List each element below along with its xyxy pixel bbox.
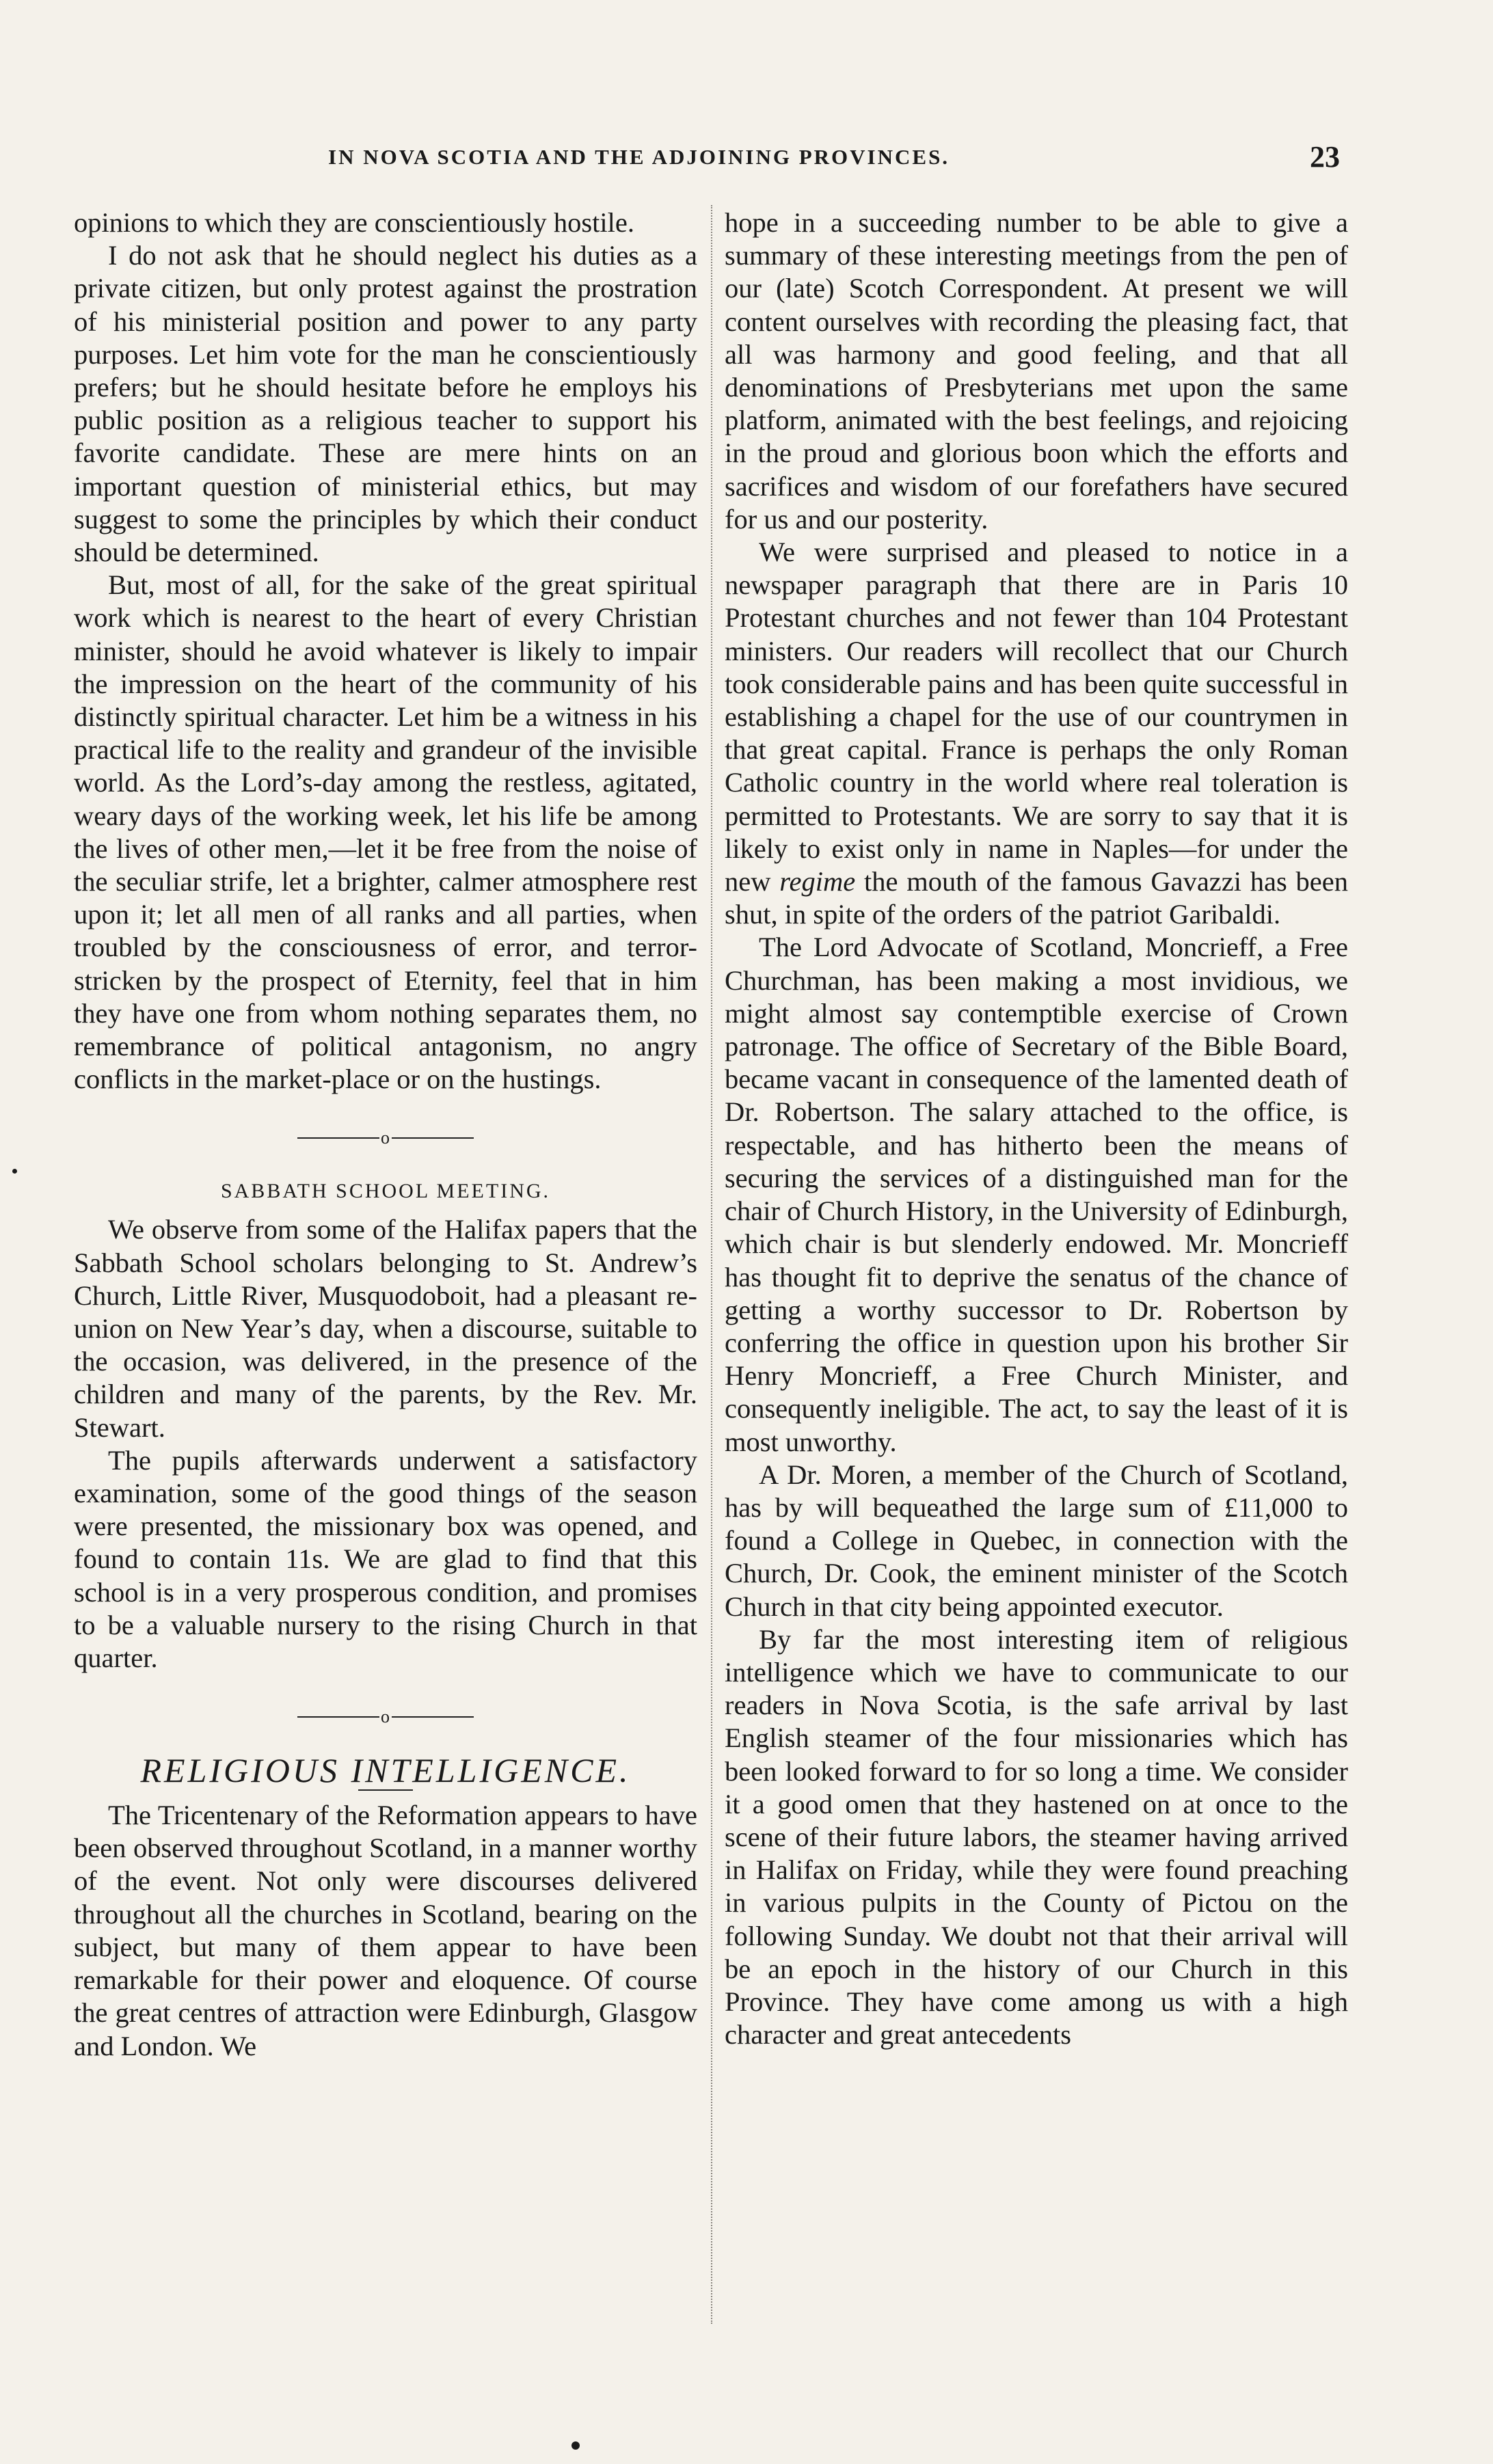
italic-word: regime (779, 866, 856, 897)
paragraph: A Dr. Moren, a member of the Church of Scotland, has by will bequeathed the large sum of £11,000 to found a College in Quebec, in connection with the Church, Dr. Cook, the eminent minister of the Scotch Church in that city being appointed executor. (725, 1459, 1348, 1622)
footer-mark (571, 2441, 580, 2450)
section-separator (74, 1120, 697, 1154)
running-head: IN NOVA SCOTIA AND THE ADJOINING PROVINCES. (328, 145, 950, 169)
page-header (82, 139, 1340, 180)
left-column (74, 206, 697, 2063)
sabbath-heading: SABBATH SCHOOL MEETING. (220, 1180, 551, 1203)
page-number: 23 (1310, 140, 1340, 174)
paragraph (725, 536, 1348, 931)
separator-line (392, 1137, 474, 1139)
paragraph-text: We were surprised and pleased to notice in a newspaper paragraph that there are in Paris 10 Protestant churches and not fewer than 104 Protestant ministers. Our readers will recollect that our Church took considerable pains and has been quite successful in establishing a chapel for the use of our countrymen in that great capital. France is perhaps the only Roman Catholic country in the world where real toleration is permitted to Protestants. We are sorry to say that it is likely to exist only in name in Naples—for under the new (725, 537, 1348, 897)
separator-line (297, 1137, 379, 1139)
separator-mark: o (381, 1127, 390, 1148)
paragraph: The pupils afterwards underwent a satisfactory examination, some of the good things of the season were presented, the missionary box was opened, and found to contain 11s. We are glad to find that this school is in a very prosperous condition, and promises to be a valuable nursery to the rising Church in that quarter. (74, 1444, 697, 1673)
paragraph: opinions to which they are conscientiously hostile. (74, 207, 634, 238)
paragraph: hope in a succeeding number to be able to give a summary of these interesting meetings from the pen of our (late) Scotch Correspondent. At present we will content ourselves with recording the pleasing fact, that all was harmony and good feeling, and that all denominations of Presbyterians met upon the same platform, animated with the best feelings, and rejoicing in the proud and glorious boon which the efforts and sacrifices and wisdom of our forefathers have secured for us and our posterity. (725, 207, 1348, 534)
paragraph: The Lord Advocate of Scotland, Moncrieff, a Free Churchman, has been making a most invidious, we might almost say contemptible exercise of Crown patronage. The office of Secretary of the Bible Board, became vacant in consequence of the lamented death of Dr. Robertson. The salary attached to the office, is respectable, and has hitherto been the means of securing the services of a distinguished man for the chair of Church History, in the University of Edinburgh, which chair is but slenderly endowed. Mr. Moncrieff has thought fit to deprive the senatus of the chance of getting a worthy successor to Dr. Robertson by conferring the office in question upon his brother Sir Henry Moncrieff, a Free Church Minister, and consequently ineligible. The act, to say the least of it is most unworthy. (725, 932, 1348, 1457)
column-divider (711, 205, 712, 2324)
paragraph: The Tricentenary of the Reformation appears to have been observed throughout Scotland, in a manner worthy of the event. Not only were discourses delivered throughout all the churches in Scotland, bearing on the subject, but many of them appear to have been remarkable for their power and eloquence. Of course the great centres of attraction were Edinburgh, Glasgow and London. We (74, 1800, 697, 2061)
title-rule (358, 1789, 413, 1791)
paragraph: But, most of all, for the sake of the great spiritual work which is nearest to the heart of every Christian minister, should he avoid whatever is likely to impair the impression on the heart of the community of his distinctly spiritual character. Let him be a witness in his practical life to the reality and grandeur of the invisible world. As the Lord’s-day among the restless, agitated, weary days of the working week, let his life be among the lives of other men,—let it be free from the noise of the seculiar strife, let a brighter, calmer atmosphere rest upon it; let all men of all ranks and all parties, when troubled by the consciousness of error, and terror-stricken by the prospect of Eternity, feel that in him they have one from whom nothing separates them, no remembrance of political antagonism, no angry conflicts in the market-place or on the hustings. (74, 569, 697, 1095)
right-column (725, 206, 1348, 2051)
paragraph-text: the mouth of the famous Gavazzi has been shut, in spite of the orders of the patriot Garibaldi. (725, 866, 1348, 930)
separator-line (297, 1716, 379, 1718)
paragraph: By far the most interesting item of religious intelligence which we have to communicate to our readers in Nova Scotia, is the safe arrival by last English steamer of the four missionaries which has been looked forward to for so long a time. We consider it a good omen that they hastened on at once to the scene of their future labors, the steamer having arrived in Halifax on Friday, while they were found preaching in various pulpits in the County of Pictou on the following Sunday. We doubt not that their arrival will be an epoch in the history of our Church in this Province. They have come among us with a high character and great antecedents (725, 1623, 1348, 2050)
section-title: RELIGIOUS INTELLIGENCE. (140, 1750, 631, 1789)
separator-mark: o (381, 1706, 390, 1727)
section-separator (74, 1699, 697, 1733)
margin-mark (12, 1169, 17, 1174)
paragraph: I do not ask that he should neglect his duties as a private citizen, but only protest against the prostration of his ministerial position and power to any party purposes. Let him vote for the man he conscientiously prefers; but he should hesitate before he employs his public position as a religious teacher to support his favorite candidate. These are mere hints on an important question of ministerial ethics, but may suggest to some the principles by which their conduct should be determined. (74, 240, 697, 568)
paragraph: We observe from some of the Halifax papers that the Sabbath School scholars belonging to St. Andrew’s Church, Little River, Musquodoboit, had a pleasant re-union on New Year’s day, when a discourse, suitable to the occasion, was delivered, in the presence of the children and many of the parents, by the Rev. Mr. Stewart. (74, 1214, 697, 1443)
separator-line (392, 1716, 474, 1718)
